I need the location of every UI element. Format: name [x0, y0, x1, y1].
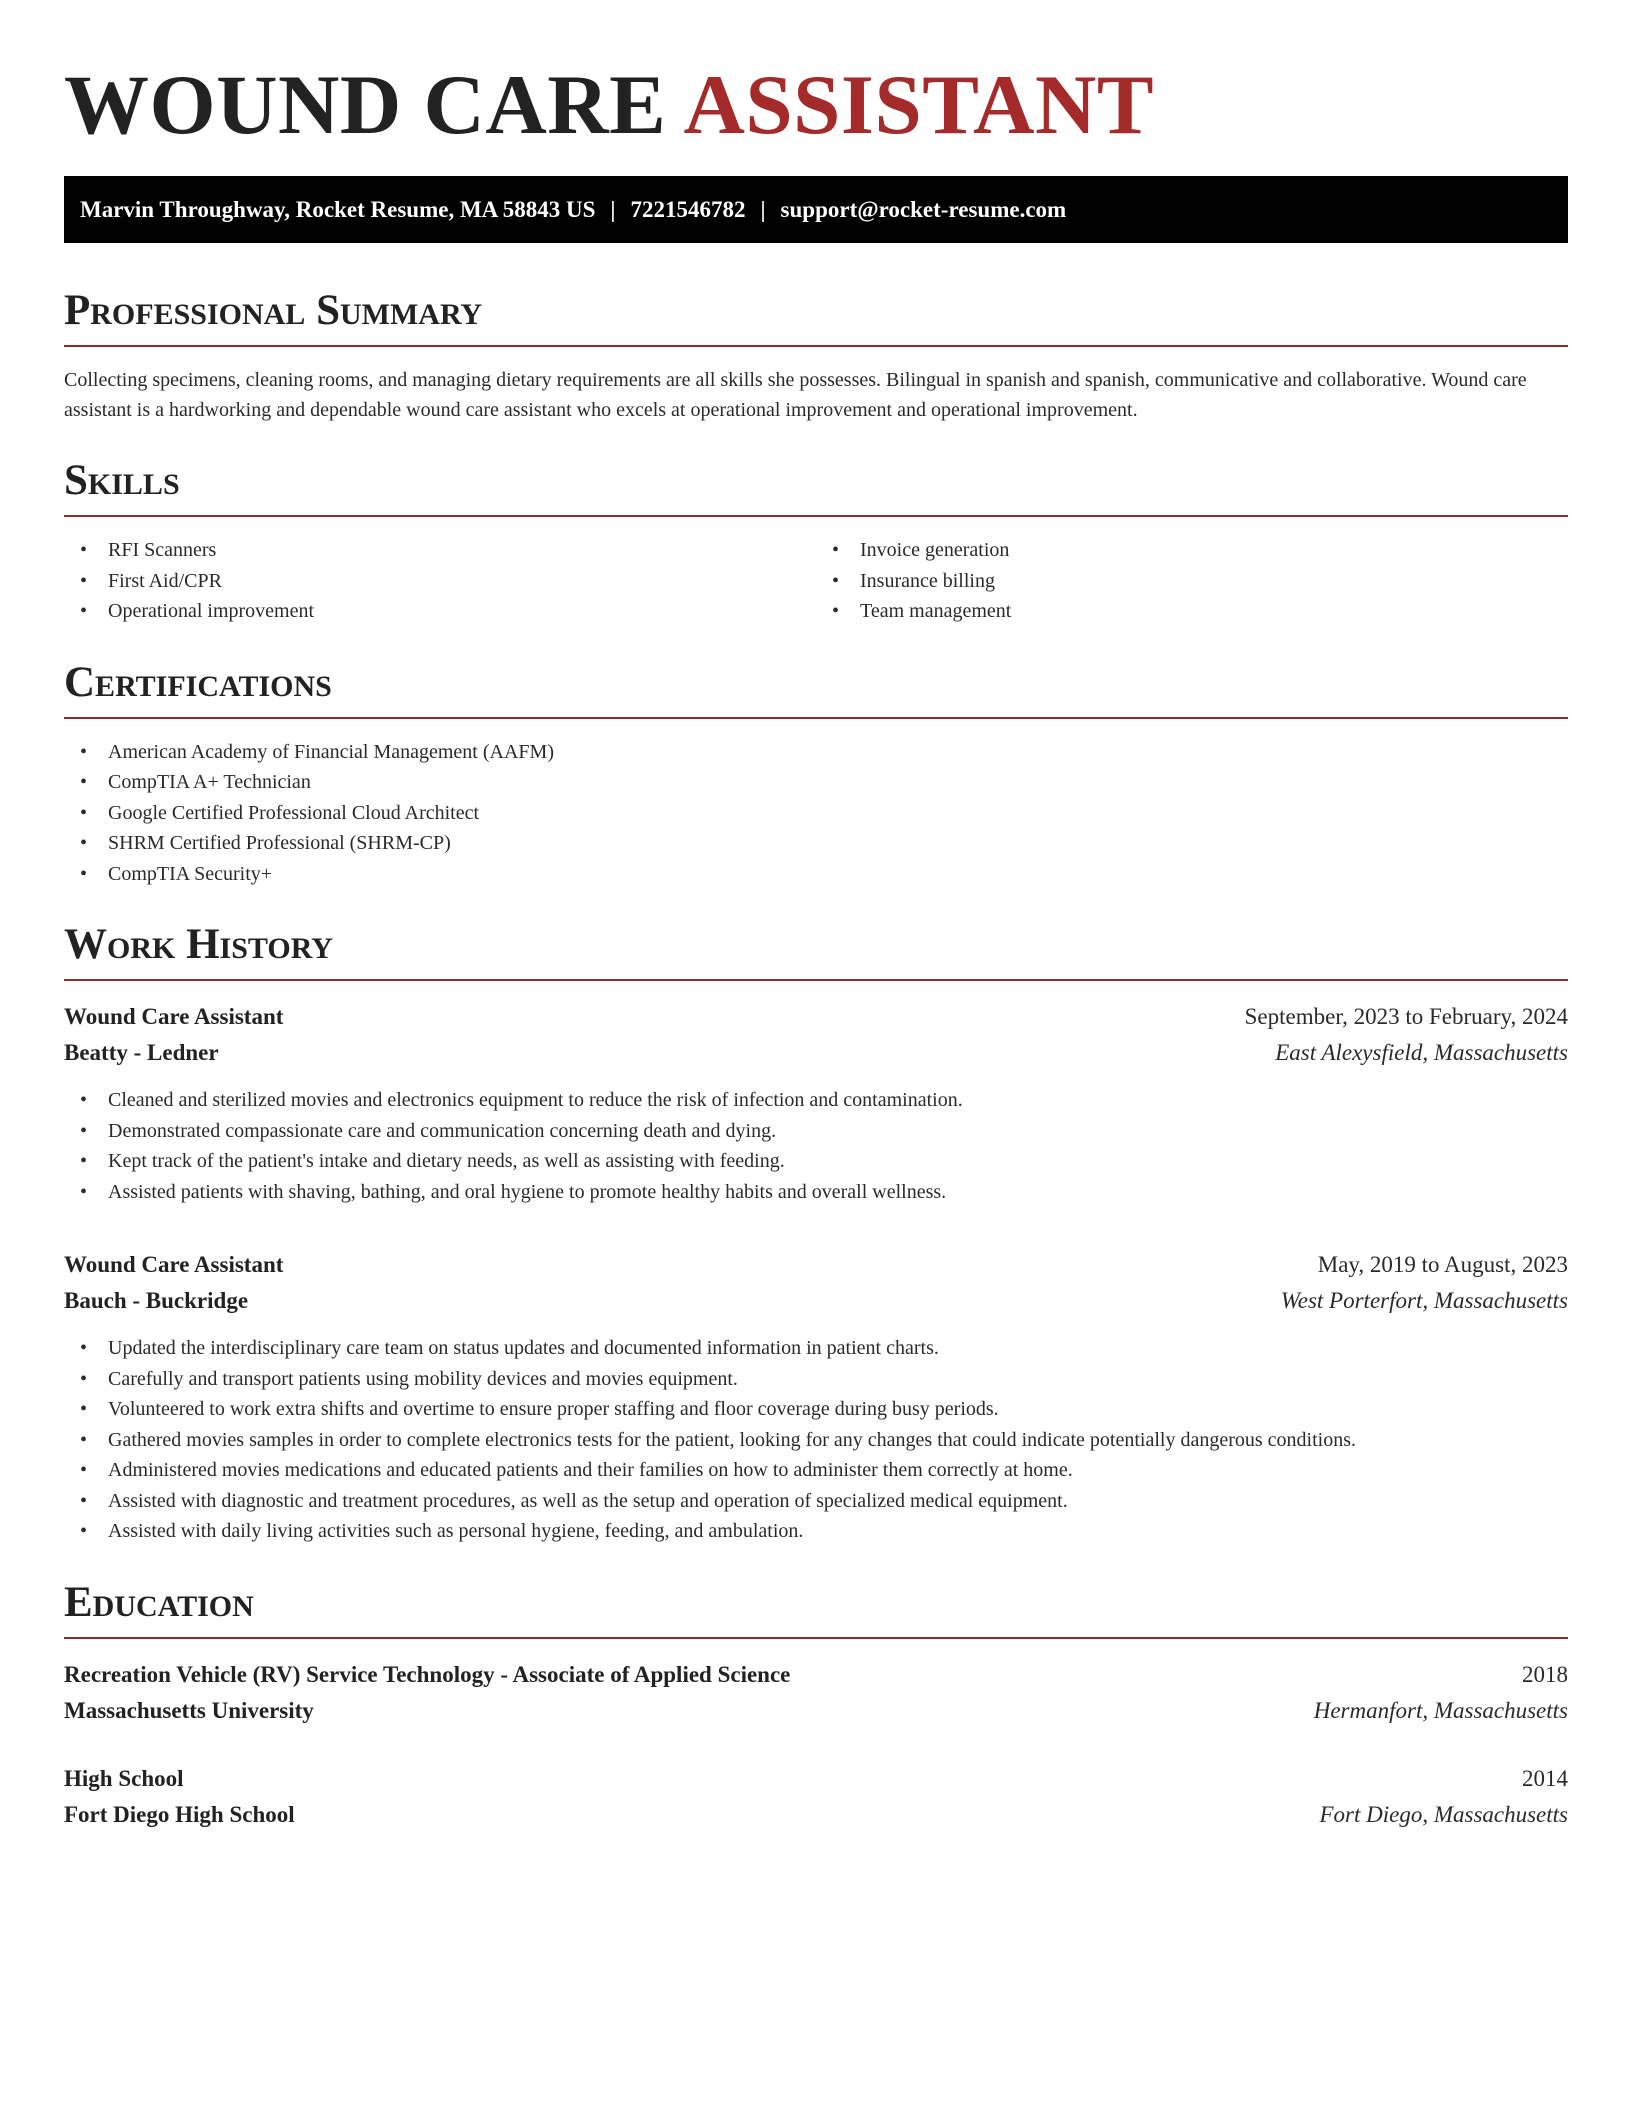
work-history-section — [64, 919, 1568, 1547]
contact-address: Marvin Throughway, Rocket Resume, MA 58843 US — [80, 196, 596, 222]
summary-heading: Professional Summary — [64, 287, 483, 334]
title-main: WOUND CARE — [64, 58, 667, 152]
education-school-row — [64, 1693, 1568, 1729]
job-dates: September, 2023 to February, 2024 — [1244, 1004, 1568, 1029]
certification-item: • SHRM Certified Professional (SHRM-CP) — [64, 828, 1568, 859]
job-title: Wound Care Assistant — [64, 1004, 284, 1029]
job-dates: May, 2019 to August, 2023 — [1317, 1252, 1568, 1277]
education-section — [64, 1577, 1568, 1833]
education-heading: Education — [64, 1578, 254, 1626]
job-location: West Porterfort, Massachusetts — [1280, 1288, 1568, 1313]
skills-section — [64, 455, 1568, 627]
job-company: Beatty - Ledner — [64, 1040, 219, 1065]
work-history-heading: Work History — [64, 921, 333, 968]
summary-text: Collecting specimens, cleaning rooms, and managing dietary requirements are all skills she possesses. Bilingual in spanish and spanish, communicative and collaborative. Wound care assistant is a hardworking and dependable wound care assistant who excels at operational improvement and operational improvement. — [64, 369, 1527, 421]
skill-item: • Insurance billing — [816, 566, 1568, 597]
education-year: 2014 — [1522, 1765, 1568, 1791]
contact-phone: 7221546782 — [630, 196, 746, 222]
job-duty: • Gathered movies samples in order to complete electronics tests for the patient, looking for any changes that could indicate potentially dangerous conditions. — [64, 1425, 1568, 1456]
summary-section — [64, 285, 1568, 425]
section-divider — [64, 1637, 1568, 1639]
contact-separator: | — [610, 196, 616, 222]
skills-grid — [64, 535, 1568, 627]
section-divider — [64, 979, 1568, 981]
education-school: Fort Diego High School — [64, 1801, 295, 1827]
skill-item: • Operational improvement — [64, 596, 816, 627]
job-duty: • Kept track of the patient's intake and dietary needs, as well as assisting with feeding. — [64, 1146, 1568, 1177]
certification-item: • CompTIA A+ Technician — [64, 767, 1568, 798]
job-company: Bauch - Buckridge — [64, 1288, 249, 1313]
skills-list-left — [64, 535, 816, 627]
contact-bar — [64, 176, 1568, 243]
certifications-section — [64, 657, 1568, 890]
skills-heading: Skills — [64, 457, 180, 504]
section-divider — [64, 717, 1568, 719]
job-duty: • Volunteered to work extra shifts and overtime to ensure proper staffing and floor coverage during busy periods. — [64, 1394, 1568, 1425]
education-degree-row — [64, 1657, 1568, 1693]
skill-item: • RFI Scanners — [64, 535, 816, 566]
certification-item: • Google Certified Professional Cloud Architect — [64, 798, 1568, 829]
skill-item: • Team management — [816, 596, 1568, 627]
job-company-row — [64, 1283, 1568, 1319]
education-degree: High School — [64, 1765, 184, 1791]
education-school: Massachusetts University — [64, 1697, 314, 1723]
job-title-row — [64, 999, 1568, 1035]
education-year: 2018 — [1522, 1661, 1568, 1687]
education-degree-row — [64, 1761, 1568, 1797]
job-duty: • Updated the interdisciplinary care team on status updates and documented information in patient charts. — [64, 1333, 1568, 1364]
job-company-row — [64, 1035, 1568, 1071]
title-accent: ASSISTANT — [683, 58, 1155, 152]
certifications-heading: Certifications — [64, 658, 332, 706]
education-degree: Recreation Vehicle (RV) Service Technology - Associate of Applied Science — [64, 1661, 791, 1687]
job-title-row — [64, 1247, 1568, 1283]
job-location: East Alexysfield, Massachusetts — [1275, 1040, 1568, 1065]
contact-email: support@rocket-resume.com — [780, 196, 1067, 222]
job-duty: • Carefully and transport patients using mobility devices and movies equipment. — [64, 1364, 1568, 1395]
education-school-row — [64, 1797, 1568, 1833]
education-location: Fort Diego, Massachusetts — [1319, 1801, 1568, 1827]
education-entry — [64, 1657, 1568, 1729]
skill-item: • Invoice generation — [816, 535, 1568, 566]
certification-item: • American Academy of Financial Management (AAFM) — [64, 737, 1568, 768]
skill-item: • First Aid/CPR — [64, 566, 816, 597]
education-location: Hermanfort, Massachusetts — [1313, 1697, 1568, 1723]
skills-list-right — [816, 535, 1568, 627]
job-duty: • Demonstrated compassionate care and communication concerning death and dying. — [64, 1116, 1568, 1147]
job-duty: • Assisted with daily living activities such as personal hygiene, feeding, and ambulation. — [64, 1516, 1568, 1547]
job-duties-list — [64, 1333, 1568, 1547]
job-entry — [64, 999, 1568, 1207]
job-duty: • Assisted patients with shaving, bathing, and oral hygiene to promote healthy habits and overall wellness. — [64, 1177, 1568, 1208]
certifications-list — [64, 737, 1568, 890]
section-divider — [64, 345, 1568, 347]
job-entry — [64, 1247, 1568, 1547]
section-divider — [64, 515, 1568, 517]
job-title: Wound Care Assistant — [64, 1252, 284, 1277]
education-entry — [64, 1761, 1568, 1833]
job-duties-list — [64, 1085, 1568, 1207]
contact-separator: | — [760, 196, 766, 222]
certification-item: • CompTIA Security+ — [64, 859, 1568, 890]
job-duty: • Cleaned and sterilized movies and electronics equipment to reduce the risk of infection and contamination. — [64, 1085, 1568, 1116]
job-duty: • Assisted with diagnostic and treatment procedures, as well as the setup and operation of specialized medical equipment. — [64, 1486, 1568, 1517]
resume-title — [64, 58, 1568, 152]
job-duty: • Administered movies medications and educated patients and their families on how to administer them correctly at home. — [64, 1455, 1568, 1486]
